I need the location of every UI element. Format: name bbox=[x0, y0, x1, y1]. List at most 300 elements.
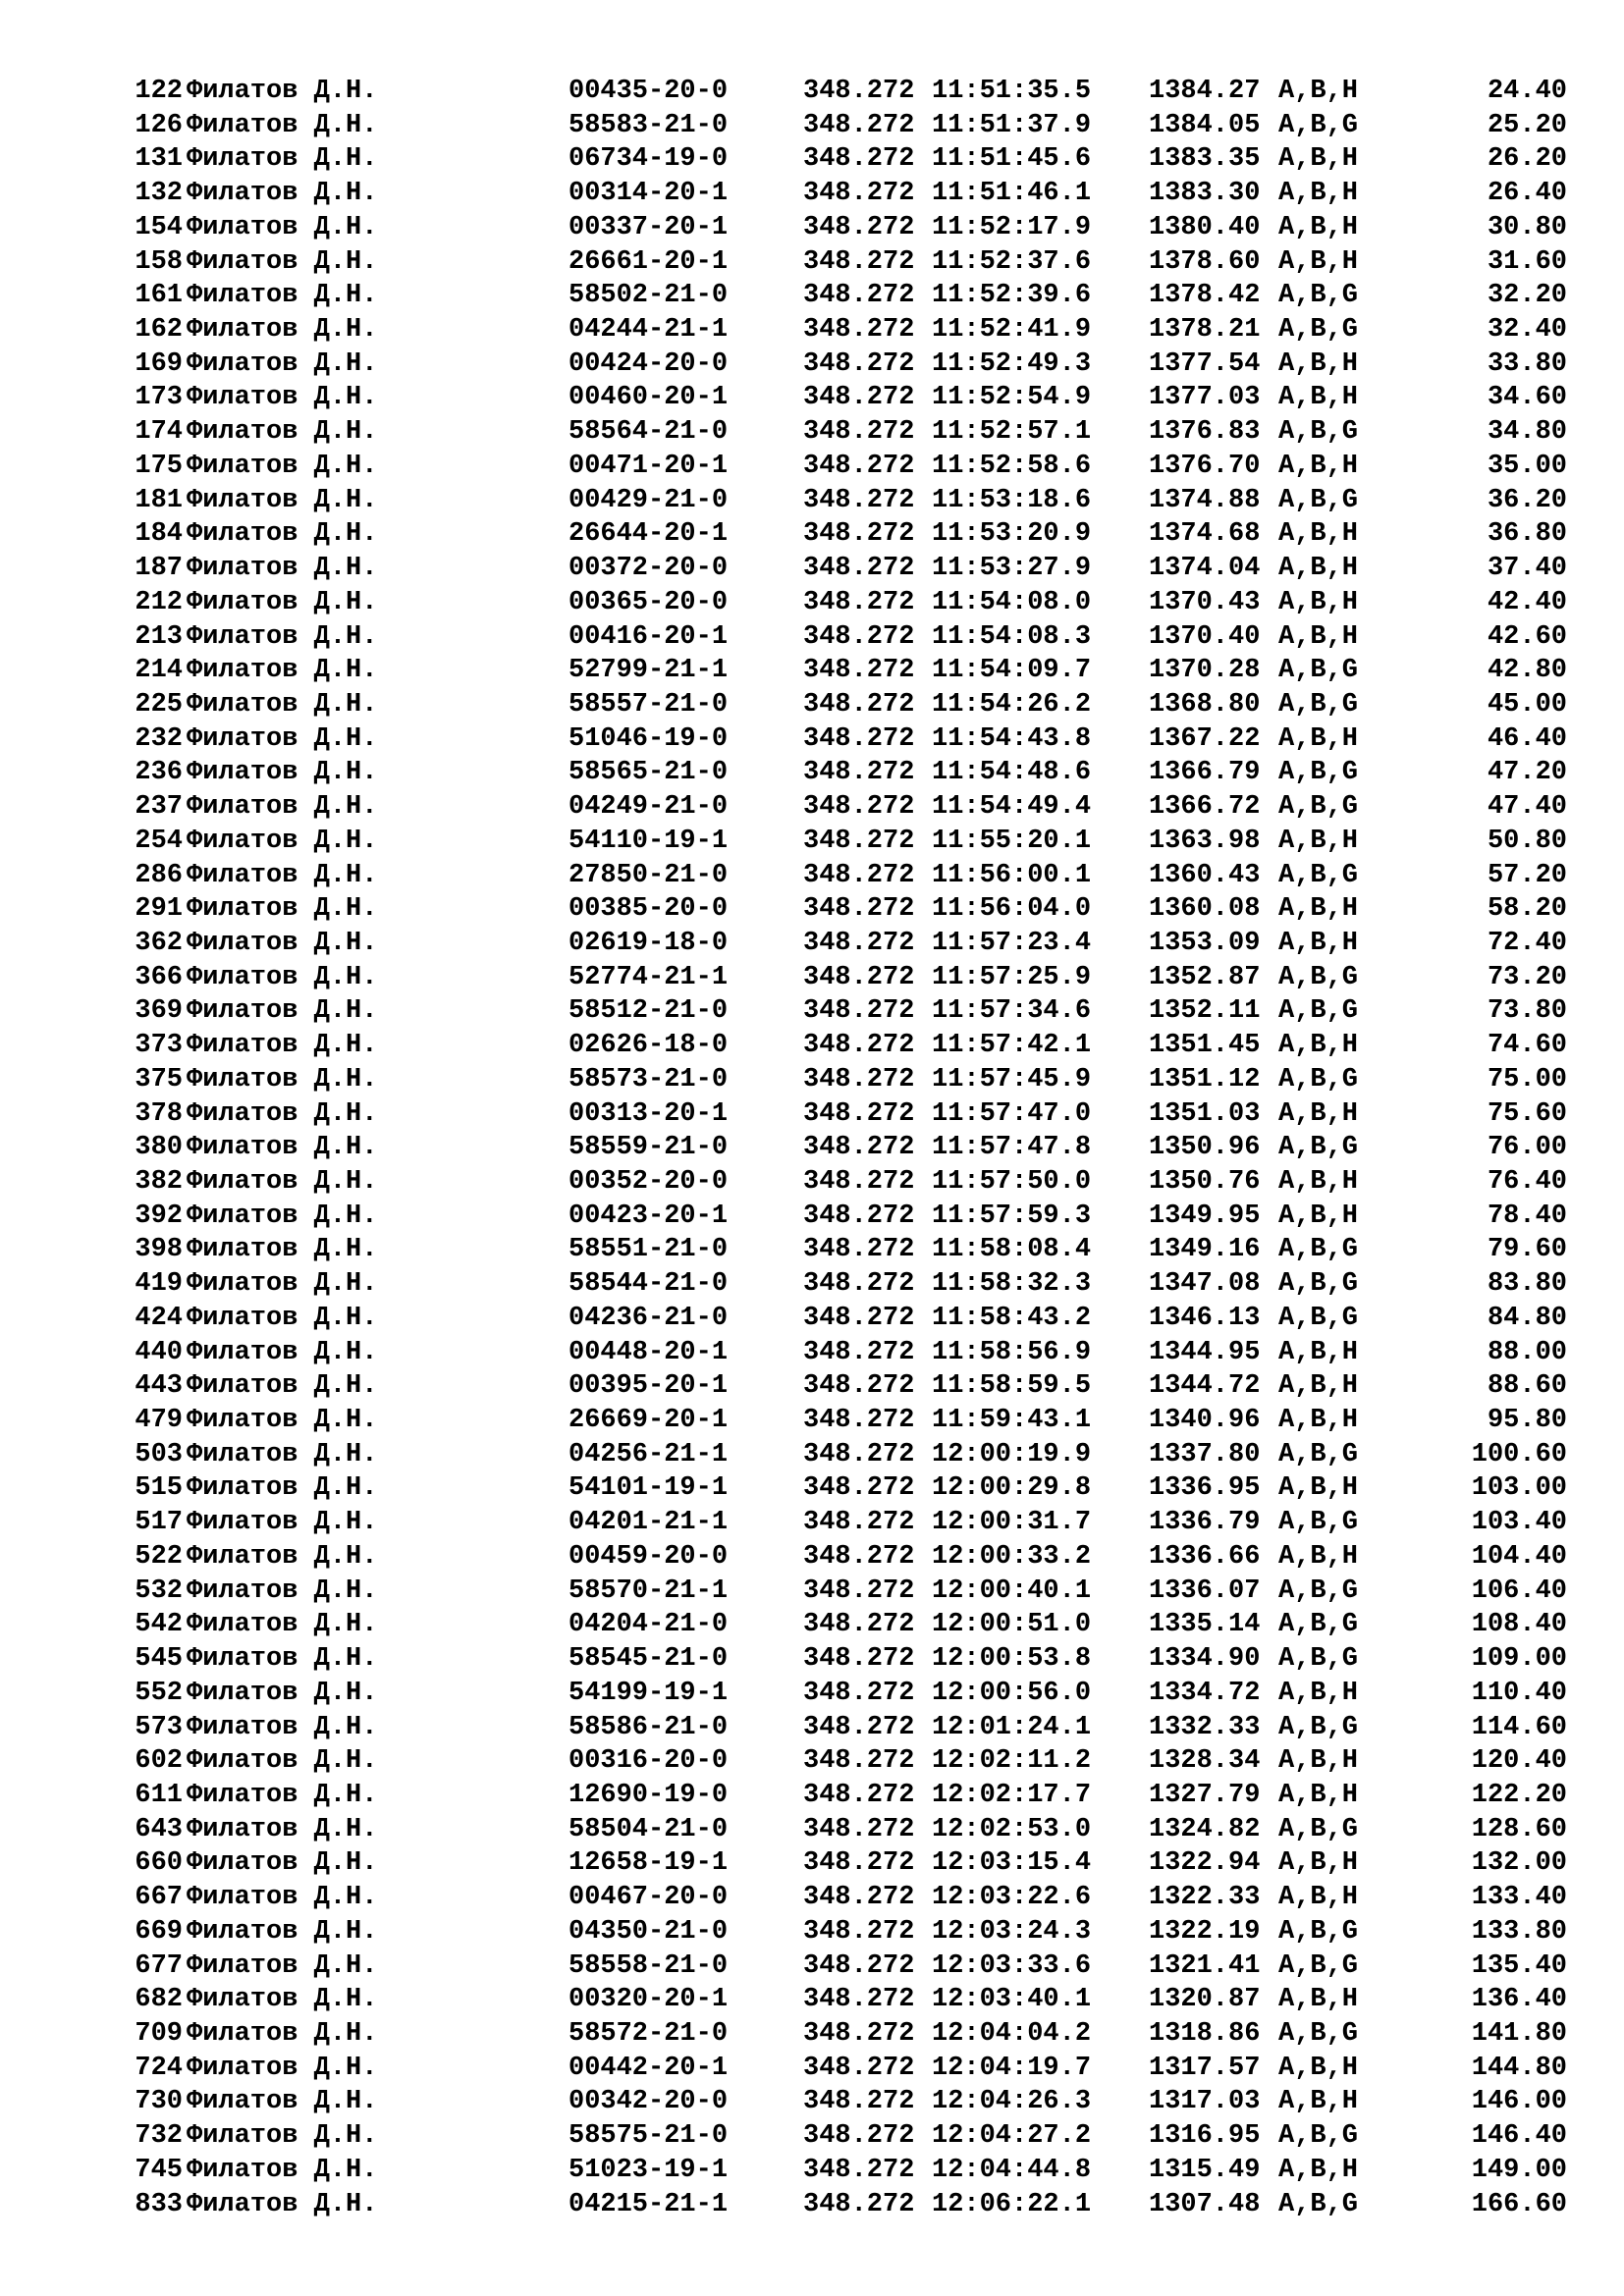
measurement-value: 75.60 bbox=[1487, 1098, 1567, 1129]
distance-value: 1344.95 bbox=[1149, 1337, 1261, 1367]
object-id: 51046-19-0 bbox=[568, 723, 729, 754]
observation-time: 12:00:29.8 bbox=[932, 1473, 1092, 1504]
distance-value: 1322.94 bbox=[1149, 1848, 1261, 1879]
observer-name: Филатов Д.Н. bbox=[187, 77, 378, 106]
flags-code: A,B,H bbox=[1278, 2053, 1359, 2083]
row-number: 682 bbox=[135, 1985, 183, 2015]
row-number: 373 bbox=[135, 1031, 183, 1061]
object-id: 04201-21-1 bbox=[568, 1508, 729, 1538]
flags-code: A,B,G bbox=[1278, 417, 1359, 448]
object-id: 58573-21-0 bbox=[568, 1064, 729, 1095]
measurement-value: 136.40 bbox=[1471, 1985, 1567, 2015]
table-row bbox=[104, 892, 1577, 927]
object-id: 54199-19-1 bbox=[568, 1678, 729, 1708]
distance-value: 1350.96 bbox=[1149, 1133, 1261, 1163]
distance-value: 1351.45 bbox=[1149, 1031, 1261, 1061]
object-id: 00337-20-1 bbox=[568, 212, 729, 242]
table-row bbox=[104, 1302, 1577, 1336]
object-id: 04236-21-0 bbox=[568, 1303, 729, 1333]
flags-code: A,B,H bbox=[1278, 212, 1359, 242]
observer-name: Филатов Д.Н. bbox=[187, 1712, 378, 1742]
measurement-value: 103.40 bbox=[1471, 1508, 1567, 1538]
row-number: 131 bbox=[135, 144, 183, 175]
measurement-value: 109.00 bbox=[1471, 1644, 1567, 1675]
observer-name: Филатов Д.Н. bbox=[187, 2018, 378, 2049]
observer-name: Филатов Д.Н. bbox=[187, 1746, 378, 1777]
table-row bbox=[104, 381, 1577, 415]
date-code: 348.272 bbox=[803, 1439, 915, 1469]
distance-value: 1346.13 bbox=[1149, 1303, 1261, 1333]
row-number: 126 bbox=[135, 110, 183, 140]
date-code: 348.272 bbox=[803, 962, 915, 992]
table-row bbox=[104, 2188, 1577, 2222]
date-code: 348.272 bbox=[803, 1508, 915, 1538]
table-row bbox=[104, 279, 1577, 313]
object-id: 12690-19-0 bbox=[568, 1780, 729, 1810]
distance-value: 1377.03 bbox=[1149, 383, 1261, 413]
observation-time: 12:00:40.1 bbox=[932, 1575, 1092, 1606]
observer-name: Филатов Д.Н. bbox=[187, 996, 378, 1027]
table-row bbox=[104, 2154, 1577, 2188]
observer-name: Филатов Д.Н. bbox=[187, 1098, 378, 1129]
observer-name: Филатов Д.Н. bbox=[187, 1814, 378, 1844]
observation-time: 12:00:31.7 bbox=[932, 1508, 1092, 1538]
date-code: 348.272 bbox=[803, 315, 915, 346]
observer-name: Филатов Д.Н. bbox=[187, 826, 378, 856]
distance-value: 1383.30 bbox=[1149, 179, 1261, 209]
flags-code: A,B,G bbox=[1278, 1575, 1359, 1606]
object-id: 58545-21-0 bbox=[568, 1644, 729, 1675]
observer-name: Филатов Д.Н. bbox=[187, 2155, 378, 2185]
observer-name: Филатов Д.Н. bbox=[187, 689, 378, 720]
measurement-value: 26.40 bbox=[1487, 179, 1567, 209]
observation-time: 11:58:08.4 bbox=[932, 1235, 1092, 1265]
flags-code: A,B,H bbox=[1278, 1678, 1359, 1708]
observation-time: 11:54:08.3 bbox=[932, 621, 1092, 652]
measurement-value: 141.80 bbox=[1471, 2018, 1567, 2049]
observer-name: Филатов Д.Н. bbox=[187, 758, 378, 788]
observation-time: 12:00:19.9 bbox=[932, 1439, 1092, 1469]
observation-time: 12:04:19.7 bbox=[932, 2053, 1092, 2083]
date-code: 348.272 bbox=[803, 1883, 915, 1913]
flags-code: A,B,G bbox=[1278, 1644, 1359, 1675]
observation-time: 12:00:53.8 bbox=[932, 1644, 1092, 1675]
date-code: 348.272 bbox=[803, 1235, 915, 1265]
flags-code: A,B,G bbox=[1278, 1712, 1359, 1742]
row-number: 291 bbox=[135, 894, 183, 925]
distance-value: 1383.35 bbox=[1149, 144, 1261, 175]
row-number: 745 bbox=[135, 2155, 183, 2185]
row-number: 515 bbox=[135, 1473, 183, 1504]
distance-value: 1324.82 bbox=[1149, 1814, 1261, 1844]
distance-value: 1366.72 bbox=[1149, 792, 1261, 823]
row-number: 232 bbox=[135, 723, 183, 754]
date-code: 348.272 bbox=[803, 2053, 915, 2083]
object-id: 02619-18-0 bbox=[568, 928, 729, 958]
measurement-value: 103.00 bbox=[1471, 1473, 1567, 1504]
observer-name: Филатов Д.Н. bbox=[187, 1133, 378, 1163]
date-code: 348.272 bbox=[803, 1848, 915, 1879]
object-id: 00416-20-1 bbox=[568, 621, 729, 652]
date-code: 348.272 bbox=[803, 1746, 915, 1777]
observer-name: Филатов Д.Н. bbox=[187, 451, 378, 481]
observation-time: 11:57:59.3 bbox=[932, 1201, 1092, 1231]
measurement-value: 34.60 bbox=[1487, 383, 1567, 413]
date-code: 348.272 bbox=[803, 485, 915, 515]
flags-code: A,B,G bbox=[1278, 689, 1359, 720]
table-row bbox=[104, 927, 1577, 961]
object-id: 58564-21-0 bbox=[568, 417, 729, 448]
object-id: 00314-20-1 bbox=[568, 179, 729, 209]
measurement-value: 30.80 bbox=[1487, 212, 1567, 242]
measurement-value: 166.60 bbox=[1471, 2189, 1567, 2219]
table-row bbox=[104, 825, 1577, 859]
flags-code: A,B,G bbox=[1278, 1439, 1359, 1469]
table-row bbox=[104, 1846, 1577, 1881]
observation-time: 12:00:33.2 bbox=[932, 1541, 1092, 1572]
row-number: 382 bbox=[135, 1167, 183, 1197]
date-code: 348.272 bbox=[803, 554, 915, 584]
observation-time: 11:54:49.4 bbox=[932, 792, 1092, 823]
distance-value: 1307.48 bbox=[1149, 2189, 1261, 2219]
date-code: 348.272 bbox=[803, 2087, 915, 2117]
observer-name: Филатов Д.Н. bbox=[187, 1337, 378, 1367]
measurement-value: 35.00 bbox=[1487, 451, 1567, 481]
row-number: 479 bbox=[135, 1406, 183, 1436]
measurement-value: 32.20 bbox=[1487, 281, 1567, 311]
flags-code: A,B,H bbox=[1278, 519, 1359, 550]
table-row bbox=[104, 1063, 1577, 1097]
observation-time: 11:51:35.5 bbox=[932, 77, 1092, 106]
distance-value: 1363.98 bbox=[1149, 826, 1261, 856]
date-code: 348.272 bbox=[803, 1269, 915, 1300]
table-row bbox=[104, 2052, 1577, 2086]
table-row bbox=[104, 1404, 1577, 1438]
observer-name: Филатов Д.Н. bbox=[187, 792, 378, 823]
observer-name: Филатов Д.Н. bbox=[187, 212, 378, 242]
distance-value: 1340.96 bbox=[1149, 1406, 1261, 1436]
distance-value: 1370.43 bbox=[1149, 587, 1261, 617]
distance-value: 1347.08 bbox=[1149, 1269, 1261, 1300]
measurement-value: 75.00 bbox=[1487, 1064, 1567, 1095]
measurement-value: 110.40 bbox=[1471, 1678, 1567, 1708]
flags-code: A,B,G bbox=[1278, 315, 1359, 346]
object-id: 54101-19-1 bbox=[568, 1473, 729, 1504]
observer-name: Филатов Д.Н. bbox=[187, 1439, 378, 1469]
date-code: 348.272 bbox=[803, 179, 915, 209]
table-row bbox=[104, 2085, 1577, 2119]
observer-name: Филатов Д.Н. bbox=[187, 928, 378, 958]
observation-time: 11:57:45.9 bbox=[932, 1064, 1092, 1095]
measurement-value: 72.40 bbox=[1487, 928, 1567, 958]
measurement-value: 128.60 bbox=[1471, 1814, 1567, 1844]
flags-code: A,B,G bbox=[1278, 1303, 1359, 1333]
table-row bbox=[104, 1949, 1577, 1984]
observation-time: 11:54:09.7 bbox=[932, 656, 1092, 686]
distance-value: 1353.09 bbox=[1149, 928, 1261, 958]
observer-name: Филатов Д.Н. bbox=[187, 962, 378, 992]
table-row bbox=[104, 1506, 1577, 1540]
distance-value: 1350.76 bbox=[1149, 1167, 1261, 1197]
observer-name: Филатов Д.Н. bbox=[187, 246, 378, 277]
measurement-value: 120.40 bbox=[1471, 1746, 1567, 1777]
observer-name: Филатов Д.Н. bbox=[187, 179, 378, 209]
distance-value: 1384.27 bbox=[1149, 77, 1261, 106]
object-id: 27850-21-0 bbox=[568, 860, 729, 890]
distance-value: 1377.54 bbox=[1149, 348, 1261, 379]
distance-value: 1352.87 bbox=[1149, 962, 1261, 992]
row-number: 169 bbox=[135, 348, 183, 379]
observer-name: Филатов Д.Н. bbox=[187, 1473, 378, 1504]
flags-code: A,B,H bbox=[1278, 1473, 1359, 1504]
flags-code: A,B,H bbox=[1278, 894, 1359, 925]
date-code: 348.272 bbox=[803, 212, 915, 242]
date-code: 348.272 bbox=[803, 1303, 915, 1333]
object-id: 52774-21-1 bbox=[568, 962, 729, 992]
distance-value: 1378.60 bbox=[1149, 246, 1261, 277]
row-number: 573 bbox=[135, 1712, 183, 1742]
distance-value: 1321.41 bbox=[1149, 1950, 1261, 1981]
distance-value: 1370.40 bbox=[1149, 621, 1261, 652]
observation-time: 12:00:51.0 bbox=[932, 1610, 1092, 1640]
row-number: 362 bbox=[135, 928, 183, 958]
observation-time: 12:03:24.3 bbox=[932, 1916, 1092, 1947]
date-code: 348.272 bbox=[803, 1575, 915, 1606]
distance-value: 1337.80 bbox=[1149, 1439, 1261, 1469]
flags-code: A,B,H bbox=[1278, 348, 1359, 379]
date-code: 348.272 bbox=[803, 1985, 915, 2015]
flags-code: A,B,H bbox=[1278, 621, 1359, 652]
observer-name: Филатов Д.Н. bbox=[187, 383, 378, 413]
date-code: 348.272 bbox=[803, 246, 915, 277]
measurement-value: 108.40 bbox=[1471, 1610, 1567, 1640]
table-row bbox=[104, 1369, 1577, 1404]
flags-code: A,B,G bbox=[1278, 1814, 1359, 1844]
table-row bbox=[104, 620, 1577, 655]
object-id: 26661-20-1 bbox=[568, 246, 729, 277]
observer-name: Филатов Д.Н. bbox=[187, 1541, 378, 1572]
date-code: 348.272 bbox=[803, 2189, 915, 2219]
distance-value: 1328.34 bbox=[1149, 1746, 1261, 1777]
object-id: 00471-20-1 bbox=[568, 451, 729, 481]
flags-code: A,B,G bbox=[1278, 1508, 1359, 1538]
measurement-value: 47.20 bbox=[1487, 758, 1567, 788]
row-number: 660 bbox=[135, 1848, 183, 1879]
flags-code: A,B,H bbox=[1278, 383, 1359, 413]
row-number: 545 bbox=[135, 1644, 183, 1675]
distance-value: 1336.79 bbox=[1149, 1508, 1261, 1538]
date-code: 348.272 bbox=[803, 1780, 915, 1810]
observation-listing bbox=[104, 75, 1577, 2221]
measurement-value: 32.40 bbox=[1487, 315, 1567, 346]
distance-value: 1380.40 bbox=[1149, 212, 1261, 242]
observation-time: 11:58:32.3 bbox=[932, 1269, 1092, 1300]
table-row bbox=[104, 1540, 1577, 1575]
date-code: 348.272 bbox=[803, 758, 915, 788]
object-id: 00467-20-0 bbox=[568, 1883, 729, 1913]
distance-value: 1370.28 bbox=[1149, 656, 1261, 686]
table-row bbox=[104, 1608, 1577, 1642]
row-number: 611 bbox=[135, 1780, 183, 1810]
date-code: 348.272 bbox=[803, 1610, 915, 1640]
observation-time: 11:52:58.6 bbox=[932, 451, 1092, 481]
observation-time: 11:57:50.0 bbox=[932, 1167, 1092, 1197]
observation-time: 12:03:33.6 bbox=[932, 1950, 1092, 1981]
object-id: 58551-21-0 bbox=[568, 1235, 729, 1265]
flags-code: A,B,H bbox=[1278, 1985, 1359, 2015]
table-row bbox=[104, 1471, 1577, 1506]
distance-value: 1318.86 bbox=[1149, 2018, 1261, 2049]
observer-name: Филатов Д.Н. bbox=[187, 2121, 378, 2152]
object-id: 58559-21-0 bbox=[568, 1133, 729, 1163]
observer-name: Филатов Д.Н. bbox=[187, 1235, 378, 1265]
measurement-value: 78.40 bbox=[1487, 1201, 1567, 1231]
table-row bbox=[104, 313, 1577, 347]
flags-code: A,B,G bbox=[1278, 1916, 1359, 1947]
observer-name: Филатов Д.Н. bbox=[187, 1201, 378, 1231]
table-row bbox=[104, 2017, 1577, 2052]
observer-name: Филатов Д.Н. bbox=[187, 1780, 378, 1810]
measurement-value: 45.00 bbox=[1487, 689, 1567, 720]
flags-code: A,B,G bbox=[1278, 485, 1359, 515]
date-code: 348.272 bbox=[803, 110, 915, 140]
measurement-value: 144.80 bbox=[1471, 2053, 1567, 2083]
observation-time: 11:51:45.6 bbox=[932, 144, 1092, 175]
flags-code: A,B,H bbox=[1278, 826, 1359, 856]
date-code: 348.272 bbox=[803, 1814, 915, 1844]
measurement-value: 133.80 bbox=[1471, 1916, 1567, 1947]
row-number: 366 bbox=[135, 962, 183, 992]
row-number: 424 bbox=[135, 1303, 183, 1333]
observation-time: 11:53:18.6 bbox=[932, 485, 1092, 515]
row-number: 161 bbox=[135, 281, 183, 311]
distance-value: 1360.08 bbox=[1149, 894, 1261, 925]
flags-code: A,B,H bbox=[1278, 1883, 1359, 1913]
measurement-value: 31.60 bbox=[1487, 246, 1567, 277]
observer-name: Филатов Д.Н. bbox=[187, 1406, 378, 1436]
table-row bbox=[104, 450, 1577, 484]
distance-value: 1352.11 bbox=[1149, 996, 1261, 1027]
observation-time: 11:58:56.9 bbox=[932, 1337, 1092, 1367]
row-number: 173 bbox=[135, 383, 183, 413]
table-row bbox=[104, 1029, 1577, 1063]
observer-name: Филатов Д.Н. bbox=[187, 1371, 378, 1402]
object-id: 58544-21-0 bbox=[568, 1269, 729, 1300]
row-number: 833 bbox=[135, 2189, 183, 2219]
row-number: 236 bbox=[135, 758, 183, 788]
row-number: 517 bbox=[135, 1508, 183, 1538]
distance-value: 1320.87 bbox=[1149, 1985, 1261, 2015]
row-number: 375 bbox=[135, 1064, 183, 1095]
row-number: 154 bbox=[135, 212, 183, 242]
distance-value: 1317.03 bbox=[1149, 2087, 1261, 2117]
flags-code: A,B,G bbox=[1278, 962, 1359, 992]
row-number: 419 bbox=[135, 1269, 183, 1300]
object-id: 58502-21-0 bbox=[568, 281, 729, 311]
table-row bbox=[104, 245, 1577, 280]
date-code: 348.272 bbox=[803, 621, 915, 652]
measurement-value: 146.40 bbox=[1471, 2121, 1567, 2152]
date-code: 348.272 bbox=[803, 1337, 915, 1367]
flags-code: A,B,H bbox=[1278, 246, 1359, 277]
measurement-value: 83.80 bbox=[1487, 1269, 1567, 1300]
object-id: 00395-20-1 bbox=[568, 1371, 729, 1402]
table-row bbox=[104, 211, 1577, 245]
date-code: 348.272 bbox=[803, 1916, 915, 1947]
table-row bbox=[104, 1165, 1577, 1200]
observation-time: 12:03:40.1 bbox=[932, 1985, 1092, 2015]
observation-time: 12:04:44.8 bbox=[932, 2155, 1092, 2185]
observation-time: 11:54:08.0 bbox=[932, 587, 1092, 617]
row-number: 181 bbox=[135, 485, 183, 515]
object-id: 00459-20-0 bbox=[568, 1541, 729, 1572]
row-number: 709 bbox=[135, 2018, 183, 2049]
row-number: 212 bbox=[135, 587, 183, 617]
observation-time: 11:51:37.9 bbox=[932, 110, 1092, 140]
observation-time: 11:59:43.1 bbox=[932, 1406, 1092, 1436]
table-row bbox=[104, 654, 1577, 688]
observation-time: 11:53:27.9 bbox=[932, 554, 1092, 584]
table-row bbox=[104, 859, 1577, 893]
distance-value: 1349.95 bbox=[1149, 1201, 1261, 1231]
object-id: 58504-21-0 bbox=[568, 1814, 729, 1844]
object-id: 54110-19-1 bbox=[568, 826, 729, 856]
observation-time: 12:04:26.3 bbox=[932, 2087, 1092, 2117]
object-id: 00316-20-0 bbox=[568, 1746, 729, 1777]
table-row bbox=[104, 688, 1577, 722]
observation-time: 11:57:47.0 bbox=[932, 1098, 1092, 1129]
distance-value: 1316.95 bbox=[1149, 2121, 1261, 2152]
observation-time: 11:51:46.1 bbox=[932, 179, 1092, 209]
object-id: 00435-20-0 bbox=[568, 77, 729, 106]
measurement-value: 24.40 bbox=[1487, 77, 1567, 106]
object-id: 26644-20-1 bbox=[568, 519, 729, 550]
flags-code: A,B,H bbox=[1278, 1337, 1359, 1367]
object-id: 04350-21-0 bbox=[568, 1916, 729, 1947]
distance-value: 1367.22 bbox=[1149, 723, 1261, 754]
table-row bbox=[104, 994, 1577, 1029]
table-row bbox=[104, 552, 1577, 586]
measurement-value: 57.20 bbox=[1487, 860, 1567, 890]
date-code: 348.272 bbox=[803, 860, 915, 890]
table-row bbox=[104, 1336, 1577, 1370]
object-id: 04215-21-1 bbox=[568, 2189, 729, 2219]
observation-time: 11:52:49.3 bbox=[932, 348, 1092, 379]
observation-time: 11:57:34.6 bbox=[932, 996, 1092, 1027]
table-row bbox=[104, 177, 1577, 211]
date-code: 348.272 bbox=[803, 928, 915, 958]
row-number: 378 bbox=[135, 1098, 183, 1129]
row-number: 677 bbox=[135, 1950, 183, 1981]
observer-name: Филатов Д.Н. bbox=[187, 554, 378, 584]
measurement-value: 106.40 bbox=[1471, 1575, 1567, 1606]
flags-code: A,B,H bbox=[1278, 179, 1359, 209]
observer-name: Филатов Д.Н. bbox=[187, 1303, 378, 1333]
object-id: 58512-21-0 bbox=[568, 996, 729, 1027]
object-id: 12658-19-1 bbox=[568, 1848, 729, 1879]
flags-code: A,B,H bbox=[1278, 1406, 1359, 1436]
row-number: 392 bbox=[135, 1201, 183, 1231]
date-code: 348.272 bbox=[803, 1133, 915, 1163]
table-row bbox=[104, 790, 1577, 825]
measurement-value: 26.20 bbox=[1487, 144, 1567, 175]
measurement-value: 47.40 bbox=[1487, 792, 1567, 823]
flags-code: A,B,G bbox=[1278, 2121, 1359, 2152]
observation-time: 12:02:53.0 bbox=[932, 1814, 1092, 1844]
observer-name: Филатов Д.Н. bbox=[187, 1678, 378, 1708]
measurement-value: 95.80 bbox=[1487, 1406, 1567, 1436]
date-code: 348.272 bbox=[803, 281, 915, 311]
